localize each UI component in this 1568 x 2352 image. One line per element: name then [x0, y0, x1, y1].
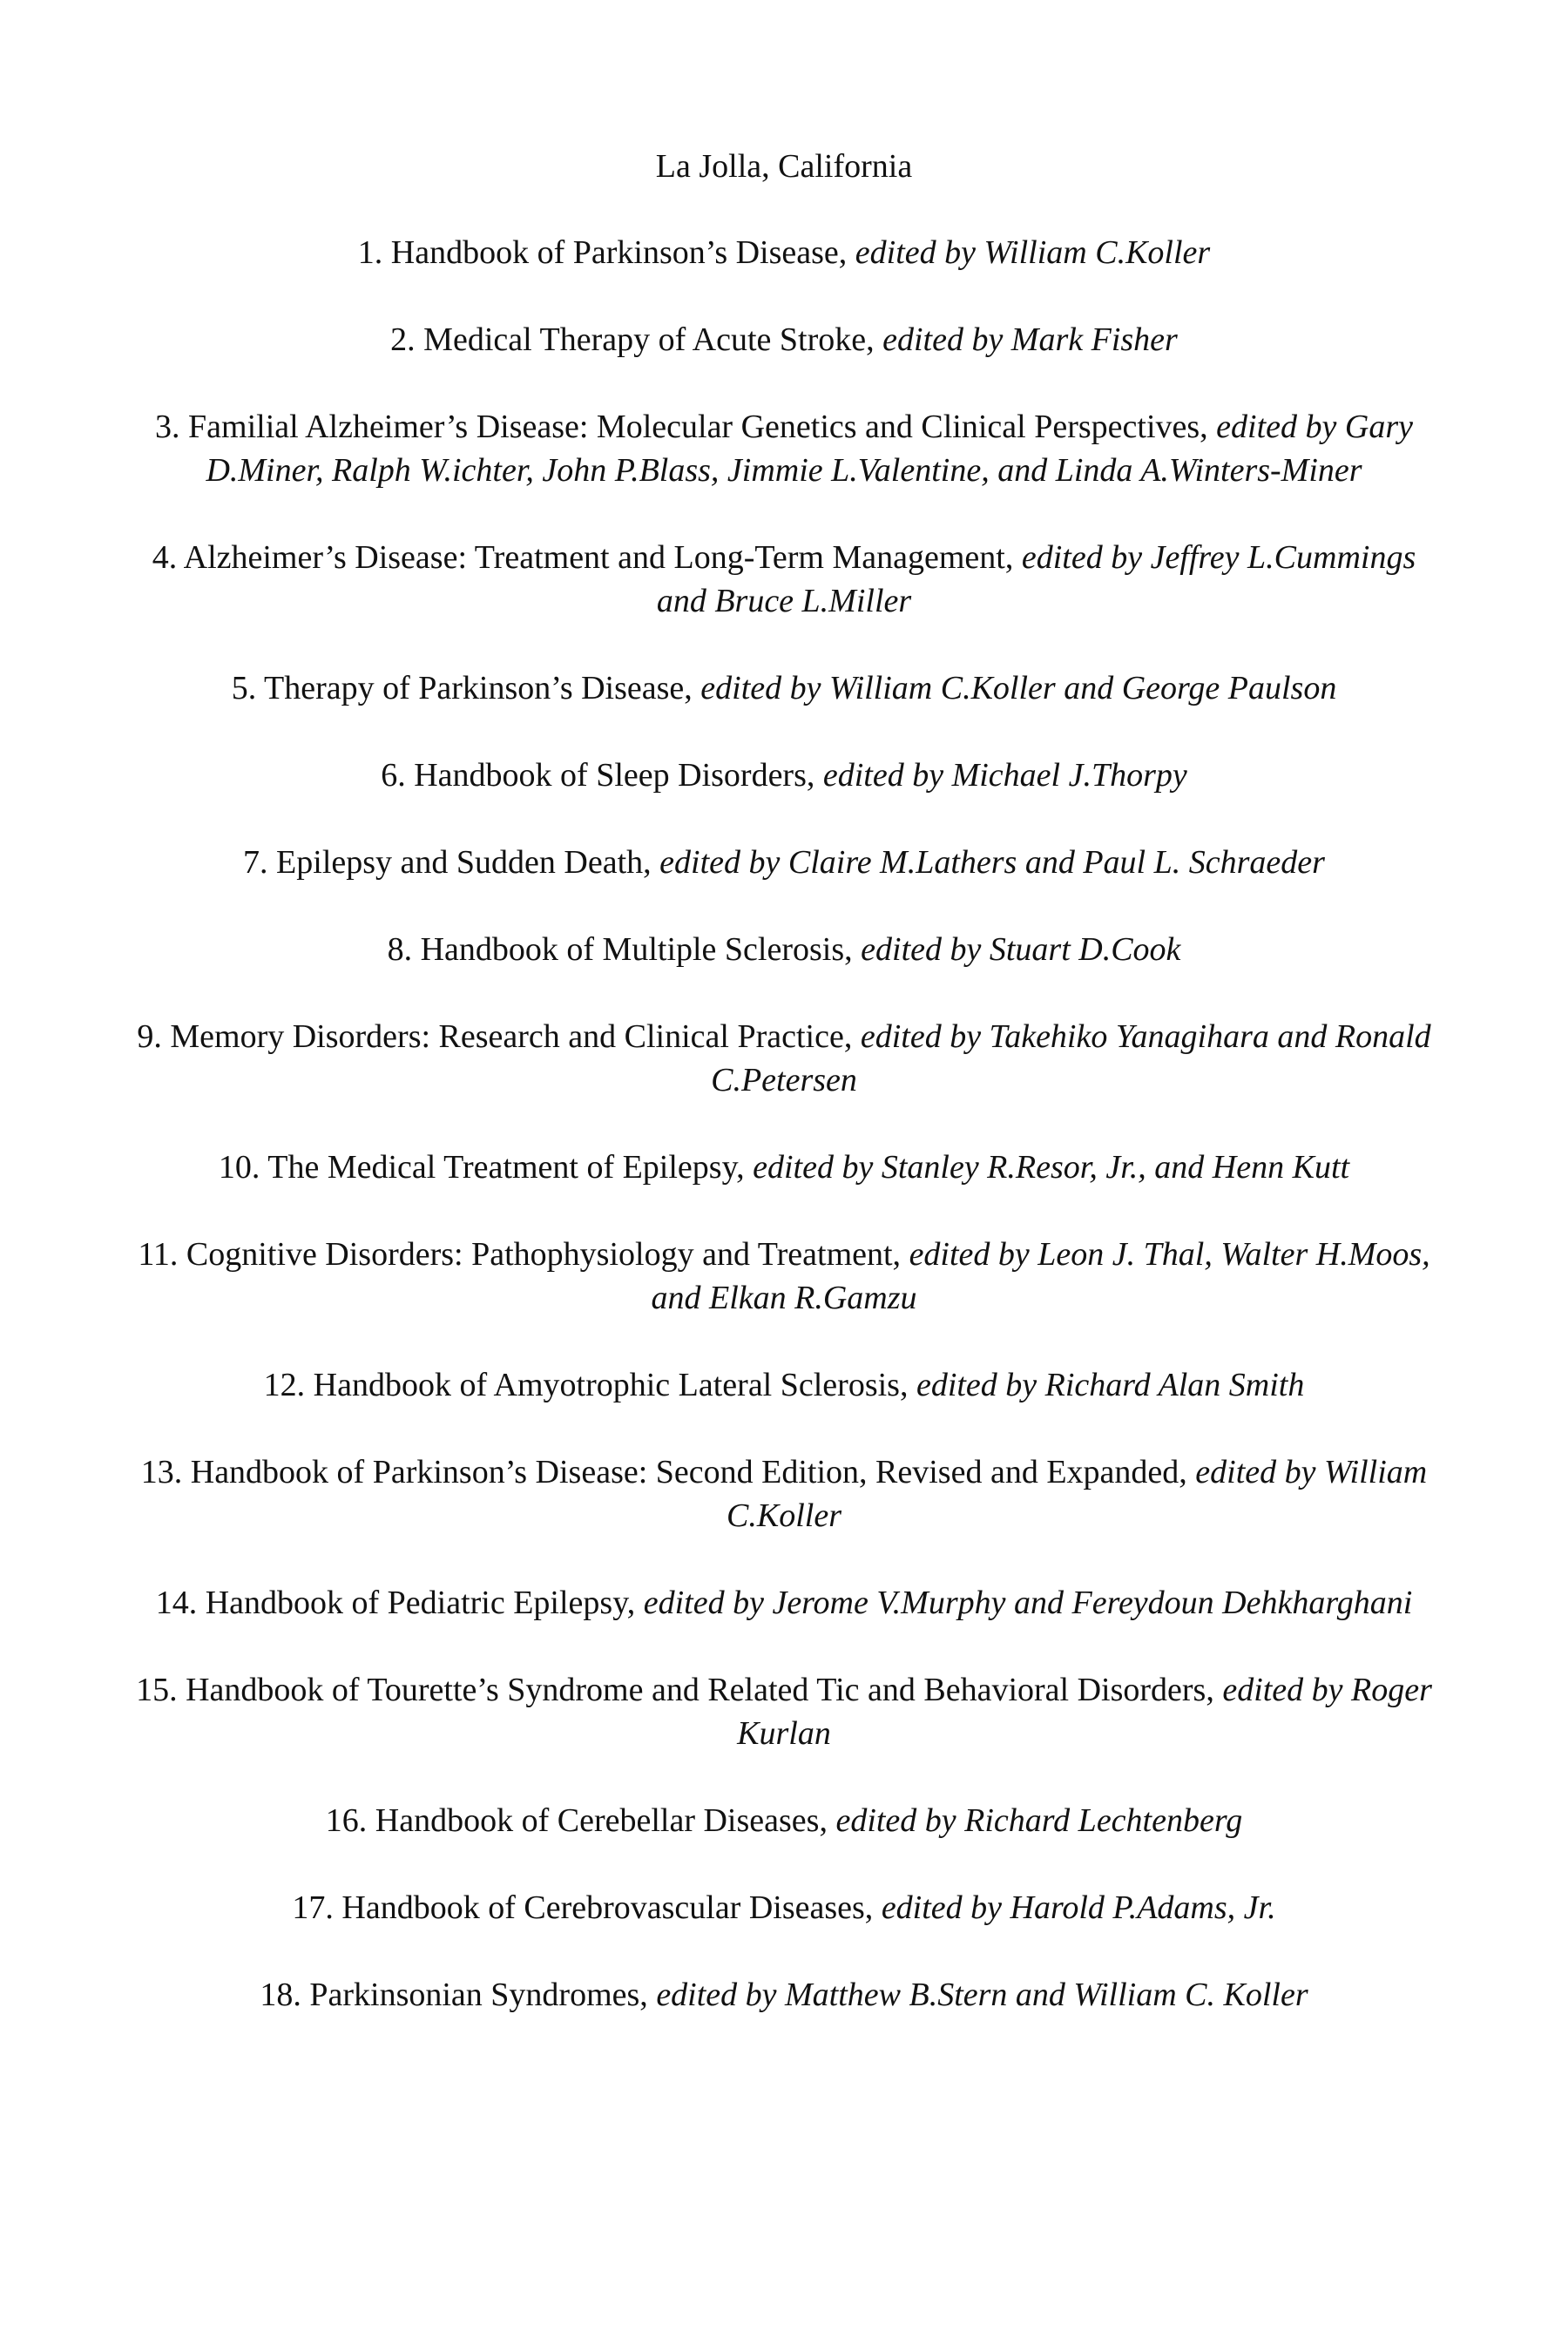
entry-number: 12.	[263, 1367, 306, 1403]
entry-title: Handbook of Multiple Sclerosis,	[420, 931, 853, 968]
entry-title: Parkinsonian Syndromes,	[309, 1977, 648, 2013]
series-entry	[131, 318, 1437, 362]
entry-title: Handbook of Parkinson’s Disease: Second Edition, Revised and Expanded,	[190, 1454, 1187, 1490]
entry-number: 3.	[155, 409, 180, 445]
entry-number: 4.	[152, 539, 178, 576]
entry-title: Alzheimer’s Disease: Treatment and Long-Term Management,	[183, 539, 1014, 576]
entry-editors: edited by Mark Fisher	[882, 321, 1178, 358]
entry-editors: edited by Leon J. Thal, Walter H.Moos, and Elkan R.Gamzu	[651, 1236, 1430, 1316]
series-entry	[131, 1146, 1437, 1189]
series-entry	[131, 1668, 1437, 1755]
entry-editors: edited by Stuart D.Cook	[861, 931, 1181, 968]
publisher-location: La Jolla, California	[655, 148, 913, 185]
series-entry	[131, 536, 1437, 623]
entry-editors: edited by Roger Kurlan	[737, 1672, 1432, 1752]
entry-editors: edited by Claire M.Lathers and Paul L. Schraeder	[659, 844, 1325, 881]
entry-number: 15.	[136, 1672, 178, 1708]
entry-title: Handbook of Pediatric Epilepsy,	[205, 1585, 636, 1621]
series-entry	[131, 1015, 1437, 1102]
entry-title: The Medical Treatment of Epilepsy,	[267, 1149, 745, 1186]
series-entry	[131, 405, 1437, 492]
entry-title: Medical Therapy of Acute Stroke,	[423, 321, 875, 358]
entry-title: Handbook of Cerebellar Diseases,	[375, 1802, 828, 1839]
entry-title: Epilepsy and Sudden Death,	[276, 844, 652, 881]
entry-title: Memory Disorders: Research and Clinical Practice,	[170, 1018, 853, 1055]
entry-number: 16.	[325, 1802, 368, 1839]
entry-title: Familial Alzheimer’s Disease: Molecular Genetics and Clinical Perspectives,	[188, 409, 1208, 445]
series-entry	[131, 754, 1437, 797]
entry-editors: edited by William C.Koller and George Paulson	[700, 670, 1337, 706]
entry-editors: edited by Matthew B.Stern and William C. Koller	[656, 1977, 1308, 2013]
entry-editors: edited by Michael J.Thorpy	[822, 757, 1187, 794]
entry-number: 17.	[292, 1889, 334, 1926]
entry-editors: edited by Harold P.Adams, Jr.	[881, 1889, 1276, 1926]
entry-number: 18.	[260, 1977, 301, 2013]
entry-number: 13.	[140, 1454, 183, 1490]
entry-number: 6.	[381, 757, 406, 794]
entry-number: 8.	[387, 931, 413, 968]
entry-editors: edited by William C.Koller	[855, 234, 1211, 271]
entry-number: 14.	[155, 1585, 198, 1621]
entry-editors: edited by Stanley R.Resor, Jr., and Henn Kutt	[753, 1149, 1350, 1186]
entry-number: 5.	[231, 670, 257, 706]
entry-title: Handbook of Sleep Disorders,	[414, 757, 815, 794]
entry-editors: edited by Richard Lechtenberg	[835, 1802, 1243, 1839]
entry-title: Handbook of Parkinson’s Disease,	[390, 234, 848, 271]
series-entry	[131, 1799, 1437, 1842]
entry-number: 9.	[137, 1018, 162, 1055]
entry-number: 11.	[138, 1236, 179, 1273]
entry-title: Cognitive Disorders: Pathophysiology and Treatment,	[186, 1236, 902, 1273]
series-entry	[131, 1973, 1437, 2017]
entry-title: Therapy of Parkinson’s Disease,	[264, 670, 693, 706]
entry-editors: edited by Takehiko Yanagihara and Ronald C.Petersen	[711, 1018, 1431, 1098]
series-entry	[131, 1581, 1437, 1625]
series-entry	[131, 231, 1437, 274]
series-entry	[131, 666, 1437, 710]
book-series-list	[131, 144, 1437, 2060]
entry-title: Handbook of Cerebrovascular Diseases,	[341, 1889, 874, 1926]
entry-number: 1.	[357, 234, 383, 271]
series-entry	[131, 1233, 1437, 1320]
entry-number: 7.	[243, 844, 268, 881]
entry-editors: edited by Jerome V.Murphy and Fereydoun Dehkharghani	[643, 1585, 1413, 1621]
entry-editors: edited by William C.Koller	[727, 1454, 1428, 1534]
series-entry	[131, 841, 1437, 884]
series-entry	[131, 1886, 1437, 1930]
entry-number: 10.	[218, 1149, 260, 1186]
series-entry	[131, 1363, 1437, 1407]
entry-editors: edited by Jeffrey L.Cummings and Bruce L.Miller	[656, 539, 1416, 619]
entry-number: 2.	[390, 321, 416, 358]
entry-editors: edited by Gary D.Miner, Ralph W.ichter, John P.Blass, Jimmie L.Valentine, and Linda A.Winters-Miner	[206, 409, 1413, 489]
entry-title: Handbook of Amyotrophic Lateral Sclerosis,	[313, 1367, 909, 1403]
entry-editors: edited by Richard Alan Smith	[916, 1367, 1305, 1403]
series-entries	[131, 231, 1437, 2017]
series-entry	[131, 928, 1437, 971]
series-entry	[131, 1450, 1437, 1538]
entry-title: Handbook of Tourette’s Syndrome and Related Tic and Behavioral Disorders,	[186, 1672, 1214, 1708]
